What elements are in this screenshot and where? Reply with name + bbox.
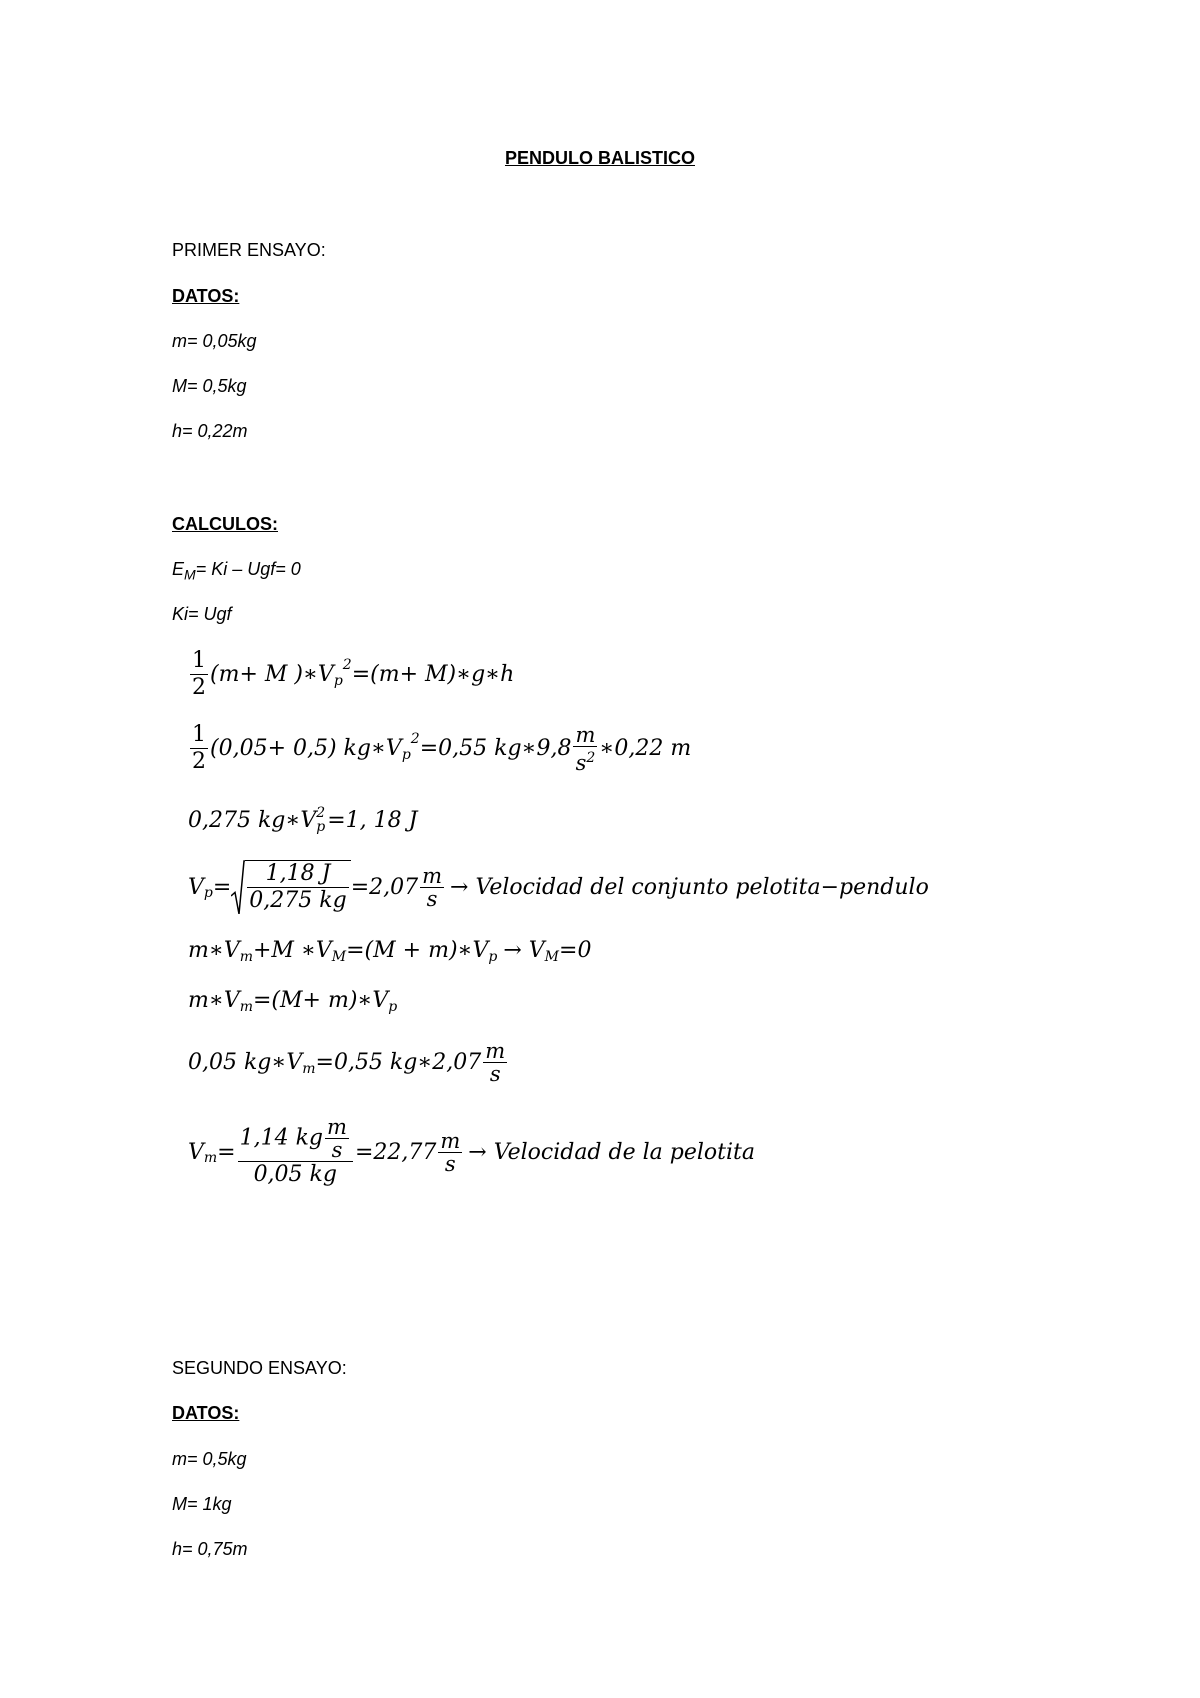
numerator-unit-num: m — [327, 1115, 347, 1139]
datos-label-second: DATOS: — [172, 1403, 240, 1423]
eq5-a-sub: m — [239, 948, 253, 965]
big-fraction-denominator: 0,05 kg — [253, 1162, 337, 1187]
eq7-a: 0,05 kg∗V — [188, 1050, 303, 1075]
energy-equation — [172, 559, 301, 583]
eq4-lhs: V — [188, 874, 204, 900]
eq3-sup: 2 — [316, 805, 326, 821]
fraction-denominator: 2 — [192, 749, 206, 774]
unit-numerator: m — [440, 1128, 461, 1153]
unit-denominator: s — [426, 886, 438, 911]
square-root — [231, 860, 350, 914]
datum-h-second: h= 0,75m — [172, 1539, 248, 1559]
eq1-lhs: (m+ M )∗V — [210, 662, 334, 687]
equation-8 — [188, 1116, 755, 1188]
eq5-d: → V — [503, 938, 545, 963]
big-fraction-numerator — [238, 1116, 353, 1162]
eq3-rhs: =1, 18 J — [327, 807, 418, 833]
section-heading-second: SEGUNDO ENSAYO: — [172, 1358, 347, 1378]
unit-fraction — [438, 1130, 462, 1175]
unit-numerator: m — [485, 1039, 506, 1063]
energy-rest: = Ki – Ugf= 0 — [195, 559, 301, 579]
eq8-eq: = — [217, 1139, 236, 1165]
eq3-script — [316, 806, 325, 834]
eq2-mid: =0,55 kg∗9,8 — [419, 736, 572, 761]
unit-numerator: m — [575, 722, 596, 747]
eq3-lhs: 0,275 kg∗V — [188, 807, 317, 833]
unit-fraction — [483, 1040, 507, 1085]
equation-1 — [188, 648, 514, 701]
radicand-fraction — [247, 861, 348, 914]
calculos-label: CALCULOS: — [172, 514, 278, 534]
eq6-a-sub: m — [239, 998, 253, 1015]
eq5-a: m∗V — [188, 938, 240, 963]
fraction-half — [190, 648, 208, 701]
datum-M-second: M= 1kg — [172, 1494, 232, 1514]
datum-m-second: m= 0,5kg — [172, 1449, 247, 1469]
fraction-denominator: 2 — [192, 675, 206, 700]
big-fraction — [238, 1116, 353, 1188]
eq5-e: =0 — [559, 938, 592, 963]
unit-fraction — [573, 724, 597, 774]
equation-6 — [188, 988, 397, 1013]
unit-den-sup: 2 — [586, 749, 596, 766]
page-title: PENDULO BALISTICO — [504, 148, 695, 168]
equation-4 — [188, 860, 929, 914]
eq3-sub: p — [316, 819, 326, 835]
unit-denominator: s — [489, 1062, 501, 1086]
eq7-a-sub: m — [302, 1060, 316, 1077]
unit-numerator: m — [422, 863, 443, 888]
energy-subscript: M — [184, 566, 196, 583]
equation-3 — [188, 806, 417, 834]
eq6-a: m∗V — [188, 988, 240, 1013]
energy-symbol: E — [172, 559, 185, 579]
unit-denominator: s — [444, 1151, 456, 1176]
datum-m-first: m= 0,05kg — [172, 331, 257, 351]
ki-equation: Ki= Ugf — [172, 604, 232, 624]
eq1-rhs: =(m+ M)∗g∗h — [351, 662, 515, 687]
fraction-half — [190, 722, 208, 775]
datos-label-first: DATOS: — [172, 286, 240, 306]
numerator-text: 1,14 kg — [239, 1125, 324, 1151]
datum-h-first: h= 0,22m — [172, 421, 248, 441]
eq4-mid: =2,07 — [350, 874, 419, 900]
eq1-sup: 2 — [342, 656, 352, 673]
eq6-b: =(M+ m)∗V — [252, 988, 389, 1013]
eq2-sub: p — [401, 746, 411, 763]
eq2-rhs: ∗0,22 m — [599, 736, 692, 761]
equation-2 — [188, 722, 691, 775]
numerator-unit-den: s — [331, 1138, 343, 1162]
fraction-numerator: 1 — [192, 722, 206, 747]
radicand-denominator: 0,275 kg — [249, 888, 347, 913]
eq8-lhs: V — [188, 1139, 204, 1165]
section-heading-first: PRIMER ENSAYO: — [172, 240, 326, 260]
eq6-b-sub: p — [388, 998, 398, 1015]
radical-sign — [231, 860, 245, 914]
eq8-sub: m — [203, 1150, 218, 1166]
eq5-d-sub: M — [544, 948, 560, 965]
eq7-b: =0,55 kg∗2,07 — [315, 1050, 482, 1075]
eq5-c-sub: p — [488, 948, 498, 965]
fraction-numerator: 1 — [192, 648, 206, 673]
unit-denominator — [573, 747, 597, 774]
numerator-unit — [325, 1116, 349, 1161]
eq2-sup: 2 — [410, 730, 420, 747]
eq1-sub: p — [333, 672, 343, 689]
eq2-lhs: (0,05+ 0,5) kg∗V — [210, 736, 402, 761]
unit-den-text: s — [575, 750, 587, 775]
eq4-note: → Velocidad del conjunto pelotita−pendulo — [450, 874, 929, 900]
datum-M-first: M= 0,5kg — [172, 376, 247, 396]
eq5-b: +M ∗V — [252, 938, 332, 963]
eq4-eq: = — [212, 874, 232, 900]
eq8-mid: =22,77 — [354, 1139, 437, 1165]
equation-5 — [188, 938, 591, 963]
eq5-b-sub: M — [331, 948, 347, 965]
eq5-c: =(M + m)∗V — [346, 938, 489, 963]
equation-7 — [188, 1040, 509, 1085]
unit-fraction — [420, 865, 444, 910]
radicand-numerator: 1,18 J — [247, 861, 348, 888]
eq4-sub: p — [203, 885, 213, 901]
eq8-note: → Velocidad de la pelotita — [468, 1139, 755, 1165]
